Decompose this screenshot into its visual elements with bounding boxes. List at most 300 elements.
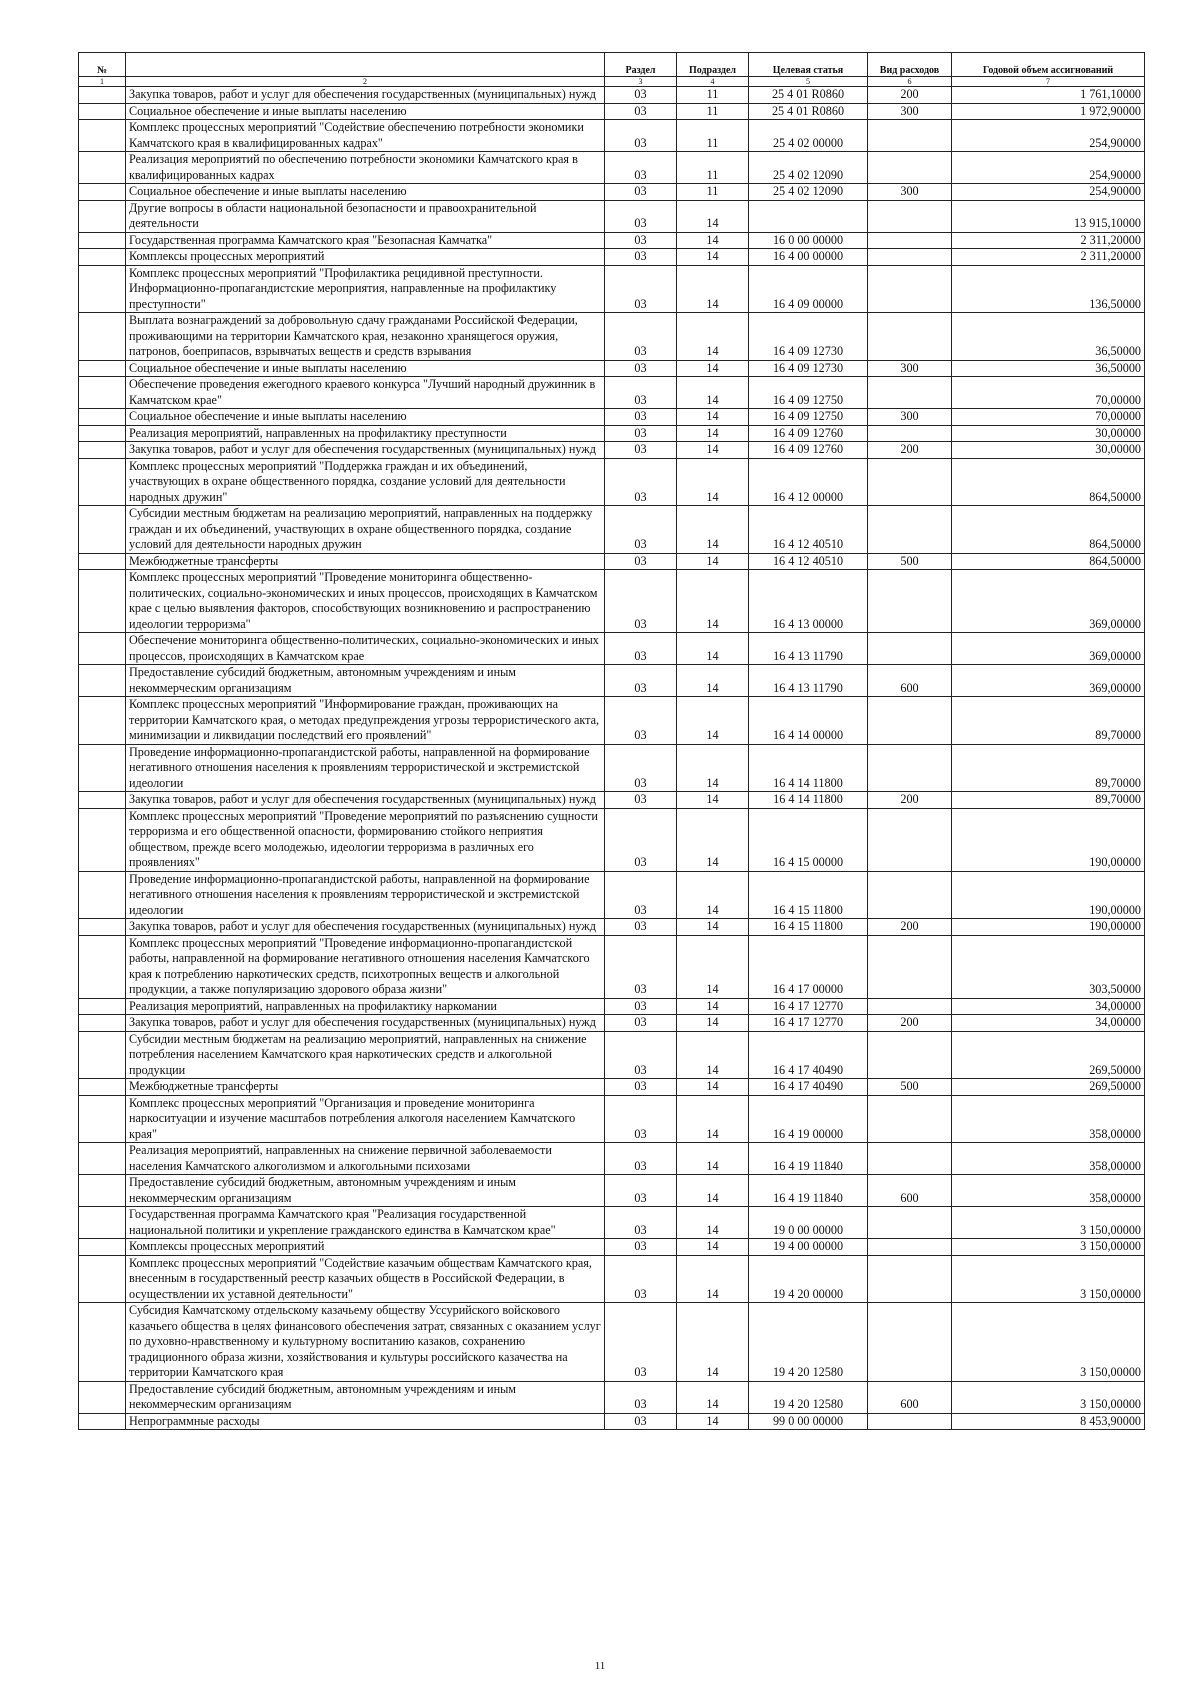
row-target-article: 16 4 09 12750 (749, 409, 868, 426)
row-target-article: 16 4 15 11800 (749, 871, 868, 919)
table-row (79, 1413, 1145, 1430)
row-expense-type (868, 1031, 952, 1079)
row-expense-type (868, 633, 952, 665)
row-target-article: 16 4 17 40490 (749, 1031, 868, 1079)
column-number: 5 (749, 77, 868, 87)
row-amount: 1 972,90000 (952, 103, 1145, 120)
row-target-article: 16 4 12 40510 (749, 506, 868, 554)
row-name: Социальное обеспечение и иные выплаты населению (126, 360, 605, 377)
row-number (79, 1095, 126, 1143)
row-podrazdel: 14 (677, 570, 749, 633)
row-amount: 254,90000 (952, 152, 1145, 184)
row-name: Обеспечение мониторинга общественно-политических, социально-экономических и иных процессов, происходящих в Камчатском крае (126, 633, 605, 665)
row-name: Субсидии местным бюджетам на реализацию мероприятий, направленных на снижение потребления населением Камчатского края наркотических средств и алкогольной продукции (126, 1031, 605, 1079)
row-expense-type (868, 506, 952, 554)
row-name: Закупка товаров, работ и услуг для обеспечения государственных (муниципальных) нужд (126, 792, 605, 809)
row-target-article (749, 200, 868, 232)
row-razdel: 03 (605, 1175, 677, 1207)
row-razdel: 03 (605, 665, 677, 697)
row-target-article: 16 4 17 40490 (749, 1079, 868, 1096)
row-podrazdel: 14 (677, 1095, 749, 1143)
row-target-article: 16 0 00 00000 (749, 232, 868, 249)
row-razdel: 03 (605, 87, 677, 104)
row-target-article: 16 4 12 00000 (749, 458, 868, 506)
row-number (79, 1255, 126, 1303)
row-podrazdel: 11 (677, 103, 749, 120)
row-podrazdel: 14 (677, 360, 749, 377)
row-target-article: 16 4 09 12760 (749, 425, 868, 442)
row-name: Социальное обеспечение и иные выплаты населению (126, 103, 605, 120)
row-amount: 303,50000 (952, 935, 1145, 998)
row-amount: 3 150,00000 (952, 1207, 1145, 1239)
table-row (79, 808, 1145, 871)
row-number (79, 553, 126, 570)
row-amount: 358,00000 (952, 1143, 1145, 1175)
table-row (79, 232, 1145, 249)
row-podrazdel: 14 (677, 1255, 749, 1303)
row-razdel: 03 (605, 1381, 677, 1413)
table-row (79, 425, 1145, 442)
row-podrazdel: 14 (677, 1031, 749, 1079)
row-podrazdel: 14 (677, 792, 749, 809)
column-number: 7 (952, 77, 1145, 87)
row-number (79, 1303, 126, 1382)
table-row (79, 1095, 1145, 1143)
row-expense-type (868, 458, 952, 506)
column-number: 6 (868, 77, 952, 87)
table-row (79, 409, 1145, 426)
row-expense-type: 200 (868, 792, 952, 809)
row-expense-type (868, 1207, 952, 1239)
row-podrazdel: 14 (677, 377, 749, 409)
row-number (79, 442, 126, 459)
row-amount: 1 761,10000 (952, 87, 1145, 104)
row-podrazdel: 14 (677, 232, 749, 249)
table-row (79, 1381, 1145, 1413)
row-amount: 358,00000 (952, 1095, 1145, 1143)
row-name: Комплекс процессных мероприятий "Поддержка граждан и их объединений, участвующих в охране общественного порядка, создание условий для деятельности народных дружин" (126, 458, 605, 506)
row-podrazdel: 14 (677, 935, 749, 998)
row-razdel: 03 (605, 313, 677, 361)
row-target-article: 16 4 14 11800 (749, 792, 868, 809)
row-name: Социальное обеспечение и иные выплаты населению (126, 184, 605, 201)
row-razdel: 03 (605, 442, 677, 459)
row-amount: 70,00000 (952, 377, 1145, 409)
row-name: Непрограммные расходы (126, 1413, 605, 1430)
row-razdel: 03 (605, 1255, 677, 1303)
row-razdel: 03 (605, 1079, 677, 1096)
budget-allocation-table (78, 52, 1145, 1430)
row-expense-type (868, 232, 952, 249)
row-expense-type (868, 1239, 952, 1256)
header-number: № (79, 53, 126, 77)
row-number (79, 377, 126, 409)
row-number (79, 360, 126, 377)
table-row (79, 744, 1145, 792)
row-razdel: 03 (605, 697, 677, 745)
row-amount: 2 311,20000 (952, 232, 1145, 249)
row-amount: 190,00000 (952, 871, 1145, 919)
row-razdel: 03 (605, 425, 677, 442)
page-number: 11 (594, 1660, 606, 1672)
header-annual-amount: Годовой объем ассигнований (952, 53, 1145, 77)
row-name: Комплекс процессных мероприятий "Содействие обеспечению потребности экономики Камчатского края в квалифицированных кадрах" (126, 120, 605, 152)
row-number (79, 998, 126, 1015)
row-podrazdel: 11 (677, 184, 749, 201)
table-body (79, 87, 1145, 1430)
row-amount: 3 150,00000 (952, 1381, 1145, 1413)
row-expense-type: 500 (868, 553, 952, 570)
table-row (79, 935, 1145, 998)
row-number (79, 871, 126, 919)
row-expense-type (868, 808, 952, 871)
row-podrazdel: 14 (677, 409, 749, 426)
row-podrazdel: 14 (677, 1015, 749, 1032)
row-target-article: 16 4 09 12750 (749, 377, 868, 409)
row-amount: 89,70000 (952, 697, 1145, 745)
column-number: 2 (126, 77, 605, 87)
row-target-article: 16 4 19 11840 (749, 1175, 868, 1207)
row-podrazdel: 14 (677, 633, 749, 665)
row-target-article: 99 0 00 00000 (749, 1413, 868, 1430)
row-target-article: 16 4 13 11790 (749, 665, 868, 697)
row-razdel: 03 (605, 152, 677, 184)
row-expense-type: 300 (868, 184, 952, 201)
row-expense-type (868, 1143, 952, 1175)
row-name: Комплексы процессных мероприятий (126, 249, 605, 266)
row-podrazdel: 14 (677, 313, 749, 361)
row-name: Межбюджетные трансферты (126, 553, 605, 570)
row-expense-type: 600 (868, 665, 952, 697)
row-razdel: 03 (605, 744, 677, 792)
row-number (79, 808, 126, 871)
row-podrazdel: 14 (677, 665, 749, 697)
row-razdel: 03 (605, 1031, 677, 1079)
row-name: Комплекс процессных мероприятий "Проведение мероприятий по разъяснению сущности терроризма и его общественной опасности, формированию стойкого неприятия обществом, прежде всего молодежью, идеологии терроризма в различных его проявлениях" (126, 808, 605, 871)
row-number (79, 1239, 126, 1256)
row-expense-type: 200 (868, 442, 952, 459)
row-amount: 3 150,00000 (952, 1255, 1145, 1303)
row-expense-type (868, 935, 952, 998)
table-row (79, 506, 1145, 554)
row-target-article: 19 4 20 00000 (749, 1255, 868, 1303)
row-podrazdel: 14 (677, 1381, 749, 1413)
row-podrazdel: 14 (677, 1207, 749, 1239)
row-number (79, 265, 126, 313)
table-row (79, 249, 1145, 266)
row-amount: 864,50000 (952, 506, 1145, 554)
table-row (79, 665, 1145, 697)
row-expense-type (868, 377, 952, 409)
table-row (79, 633, 1145, 665)
row-number (79, 200, 126, 232)
row-expense-type (868, 152, 952, 184)
row-number (79, 87, 126, 104)
row-amount: 369,00000 (952, 665, 1145, 697)
row-expense-type: 500 (868, 1079, 952, 1096)
row-target-article: 25 4 02 12090 (749, 184, 868, 201)
row-podrazdel: 14 (677, 871, 749, 919)
row-name: Межбюджетные трансферты (126, 1079, 605, 1096)
table-row (79, 697, 1145, 745)
row-number (79, 919, 126, 936)
row-name: Предоставление субсидий бюджетным, автономным учреждениям и иным некоммерческим организациям (126, 1175, 605, 1207)
row-target-article: 16 4 17 00000 (749, 935, 868, 998)
table-row (79, 265, 1145, 313)
row-amount: 34,00000 (952, 998, 1145, 1015)
row-number (79, 697, 126, 745)
row-expense-type: 600 (868, 1175, 952, 1207)
row-expense-type (868, 1303, 952, 1382)
row-target-article: 16 4 12 40510 (749, 553, 868, 570)
row-amount: 254,90000 (952, 120, 1145, 152)
row-expense-type (868, 1095, 952, 1143)
row-razdel: 03 (605, 1207, 677, 1239)
table-row (79, 998, 1145, 1015)
row-expense-type (868, 1413, 952, 1430)
row-target-article: 16 4 09 12730 (749, 360, 868, 377)
row-number (79, 313, 126, 361)
row-razdel: 03 (605, 792, 677, 809)
row-podrazdel: 14 (677, 553, 749, 570)
row-number (79, 249, 126, 266)
row-podrazdel: 14 (677, 200, 749, 232)
row-number (79, 935, 126, 998)
row-expense-type (868, 425, 952, 442)
row-podrazdel: 14 (677, 1143, 749, 1175)
row-expense-type (868, 871, 952, 919)
row-name: Предоставление субсидий бюджетным, автономным учреждениям и иным некоммерческим организациям (126, 665, 605, 697)
row-name: Закупка товаров, работ и услуг для обеспечения государственных (муниципальных) нужд (126, 442, 605, 459)
table-row (79, 200, 1145, 232)
row-number (79, 744, 126, 792)
budget-table-sheet (78, 52, 1144, 1430)
row-target-article: 16 4 19 00000 (749, 1095, 868, 1143)
row-podrazdel: 14 (677, 249, 749, 266)
row-razdel: 03 (605, 1095, 677, 1143)
row-razdel: 03 (605, 458, 677, 506)
row-podrazdel: 14 (677, 697, 749, 745)
row-podrazdel: 14 (677, 808, 749, 871)
row-expense-type: 600 (868, 1381, 952, 1413)
row-number (79, 425, 126, 442)
row-razdel: 03 (605, 360, 677, 377)
row-name: Комплекс процессных мероприятий "Информирование граждан, проживающих на территории Камчатского края, о методах предупреждения угрозы террористического акта, минимизации и ликвидации последствий его проявлений" (126, 697, 605, 745)
row-target-article: 16 4 17 12770 (749, 1015, 868, 1032)
row-name: Государственная программа Камчатского края "Реализация государственной национальной политики и укрепление гражданского единства в Камчатском крае" (126, 1207, 605, 1239)
header-name (126, 53, 605, 77)
row-target-article: 16 4 17 12770 (749, 998, 868, 1015)
row-number (79, 1381, 126, 1413)
row-target-article: 16 4 09 00000 (749, 265, 868, 313)
row-amount: 190,00000 (952, 919, 1145, 936)
row-target-article: 16 4 14 00000 (749, 697, 868, 745)
row-razdel: 03 (605, 935, 677, 998)
row-amount: 269,50000 (952, 1031, 1145, 1079)
row-number (79, 665, 126, 697)
row-podrazdel: 14 (677, 1175, 749, 1207)
row-name: Комплекс процессных мероприятий "Проведение мониторинга общественно-политических, социально-экономических и иных процессов, происходящих в Камчатском крае с целью выявления факторов, способствующих возникновению и распространению идеологии терроризма" (126, 570, 605, 633)
row-podrazdel: 14 (677, 1303, 749, 1382)
row-podrazdel: 14 (677, 919, 749, 936)
row-number (79, 1413, 126, 1430)
row-number (79, 1031, 126, 1079)
row-podrazdel: 11 (677, 87, 749, 104)
table-row (79, 442, 1145, 459)
row-number (79, 232, 126, 249)
row-expense-type (868, 744, 952, 792)
row-target-article: 16 4 19 11840 (749, 1143, 868, 1175)
row-expense-type: 200 (868, 919, 952, 936)
row-number (79, 184, 126, 201)
row-amount: 30,00000 (952, 425, 1145, 442)
row-target-article: 19 0 00 00000 (749, 1207, 868, 1239)
table-row (79, 1207, 1145, 1239)
row-name: Социальное обеспечение и иные выплаты населению (126, 409, 605, 426)
header-podrazdel: Подраздел (677, 53, 749, 77)
row-target-article: 19 4 20 12580 (749, 1381, 868, 1413)
table-row (79, 1239, 1145, 1256)
table-row (79, 184, 1145, 201)
row-razdel: 03 (605, 1303, 677, 1382)
row-razdel: 03 (605, 120, 677, 152)
row-razdel: 03 (605, 506, 677, 554)
row-target-article: 16 4 09 12760 (749, 442, 868, 459)
row-amount: 864,50000 (952, 458, 1145, 506)
table-row (79, 919, 1145, 936)
column-number-row (79, 77, 1145, 87)
row-target-article: 25 4 01 R0860 (749, 87, 868, 104)
row-expense-type: 200 (868, 1015, 952, 1032)
table-row (79, 1303, 1145, 1382)
row-expense-type (868, 1255, 952, 1303)
row-name: Субсидия Камчатскому отдельскому казачьему обществу Уссурийского войскового казачьего общества в целях финансового обеспечения затрат, связанных с оказанием услуг по духовно-нравственному и культурному воспитанию казаков, сохранению традиционного образа жизни, хозяйствования и культуры российского казачества на территории Камчатского края (126, 1303, 605, 1382)
row-target-article: 19 4 00 00000 (749, 1239, 868, 1256)
row-target-article: 16 4 15 00000 (749, 808, 868, 871)
row-amount: 89,70000 (952, 792, 1145, 809)
row-number (79, 1207, 126, 1239)
row-razdel: 03 (605, 265, 677, 313)
row-razdel: 03 (605, 998, 677, 1015)
row-podrazdel: 14 (677, 265, 749, 313)
row-razdel: 03 (605, 553, 677, 570)
row-amount: 36,50000 (952, 360, 1145, 377)
row-name: Государственная программа Камчатского края "Безопасная Камчатка" (126, 232, 605, 249)
column-number: 4 (677, 77, 749, 87)
table-row (79, 792, 1145, 809)
table-row (79, 1255, 1145, 1303)
row-expense-type (868, 998, 952, 1015)
row-name: Обеспечение проведения ежегодного краевого конкурса "Лучший народный дружинник в Камчатском крае" (126, 377, 605, 409)
row-amount: 36,50000 (952, 313, 1145, 361)
row-expense-type (868, 265, 952, 313)
table-row (79, 1031, 1145, 1079)
table-row (79, 1079, 1145, 1096)
row-name: Предоставление субсидий бюджетным, автономным учреждениям и иным некоммерческим организациям (126, 1381, 605, 1413)
header-row (79, 53, 1145, 77)
row-podrazdel: 14 (677, 1413, 749, 1430)
row-number (79, 103, 126, 120)
row-razdel: 03 (605, 570, 677, 633)
row-razdel: 03 (605, 232, 677, 249)
row-podrazdel: 11 (677, 152, 749, 184)
row-podrazdel: 14 (677, 458, 749, 506)
row-name: Проведение информационно-пропагандистской работы, направленной на формирование негативного отношения населения к проявлениям террористической и экстремистской идеологии (126, 744, 605, 792)
row-target-article: 25 4 02 12090 (749, 152, 868, 184)
row-expense-type (868, 249, 952, 266)
table-row (79, 377, 1145, 409)
row-razdel: 03 (605, 1239, 677, 1256)
table-row (79, 313, 1145, 361)
row-expense-type (868, 200, 952, 232)
row-amount: 3 150,00000 (952, 1303, 1145, 1382)
row-razdel: 03 (605, 377, 677, 409)
row-number (79, 458, 126, 506)
row-number (79, 1079, 126, 1096)
row-razdel: 03 (605, 249, 677, 266)
row-number (79, 409, 126, 426)
row-expense-type: 300 (868, 409, 952, 426)
table-row (79, 570, 1145, 633)
table-row (79, 152, 1145, 184)
row-amount: 13 915,10000 (952, 200, 1145, 232)
row-target-article: 16 4 13 11790 (749, 633, 868, 665)
row-target-article: 16 4 15 11800 (749, 919, 868, 936)
row-name: Проведение информационно-пропагандистской работы, направленной на формирование негативного отношения населения к проявлениям террористической и экстремистской идеологии (126, 871, 605, 919)
row-amount: 254,90000 (952, 184, 1145, 201)
row-name: Реализация мероприятий, направленных на снижение первичной заболеваемости населения Камчатского алкоголизмом и алкогольными психозами (126, 1143, 605, 1175)
table-row (79, 1143, 1145, 1175)
row-name: Комплекс процессных мероприятий "Профилактика рецидивной преступности. Информационно-пропагандистские мероприятия, направленные на профилактику преступности" (126, 265, 605, 313)
row-expense-type (868, 697, 952, 745)
table-row (79, 87, 1145, 104)
table-row (79, 103, 1145, 120)
row-target-article: 25 4 02 00000 (749, 120, 868, 152)
table-row (79, 871, 1145, 919)
row-amount: 70,00000 (952, 409, 1145, 426)
row-name: Субсидии местным бюджетам на реализацию мероприятий, направленных на поддержку граждан и их объединений, участвующих в охране общественного порядка, создание условий для деятельности народных дружин (126, 506, 605, 554)
row-razdel: 03 (605, 184, 677, 201)
row-target-article: 16 4 13 00000 (749, 570, 868, 633)
row-name: Закупка товаров, работ и услуг для обеспечения государственных (муниципальных) нужд (126, 1015, 605, 1032)
row-amount: 369,00000 (952, 633, 1145, 665)
row-number (79, 120, 126, 152)
header-target-article: Целевая статья (749, 53, 868, 77)
row-expense-type (868, 313, 952, 361)
row-number (79, 1143, 126, 1175)
header-razdel: Раздел (605, 53, 677, 77)
row-number (79, 1015, 126, 1032)
row-podrazdel: 14 (677, 425, 749, 442)
row-amount: 30,00000 (952, 442, 1145, 459)
row-amount: 2 311,20000 (952, 249, 1145, 266)
row-name: Комплекс процессных мероприятий "Проведение информационно-пропагандистской работы, направленной на формирование негативного отношения населения Камчатского края к потреблению наркотических средств, психотропных веществ и алкогольной продукции, а также популяризацию здорового образа жизни" (126, 935, 605, 998)
header-expense-type: Вид расходов (868, 53, 952, 77)
row-target-article: 25 4 01 R0860 (749, 103, 868, 120)
row-name: Комплекс процессных мероприятий "Содействие казачьим обществам Камчатского края, внесенным в государственный реестр казачьих обществ в Российской Федерации, в осуществлении их уставной деятельности" (126, 1255, 605, 1303)
row-name: Другие вопросы в области национальной безопасности и правоохранительной деятельности (126, 200, 605, 232)
row-number (79, 152, 126, 184)
row-razdel: 03 (605, 1143, 677, 1175)
row-podrazdel: 11 (677, 120, 749, 152)
row-target-article: 16 4 00 00000 (749, 249, 868, 266)
row-expense-type: 300 (868, 103, 952, 120)
column-number: 1 (79, 77, 126, 87)
row-number (79, 570, 126, 633)
row-amount: 3 150,00000 (952, 1239, 1145, 1256)
column-number: 3 (605, 77, 677, 87)
row-podrazdel: 14 (677, 506, 749, 554)
